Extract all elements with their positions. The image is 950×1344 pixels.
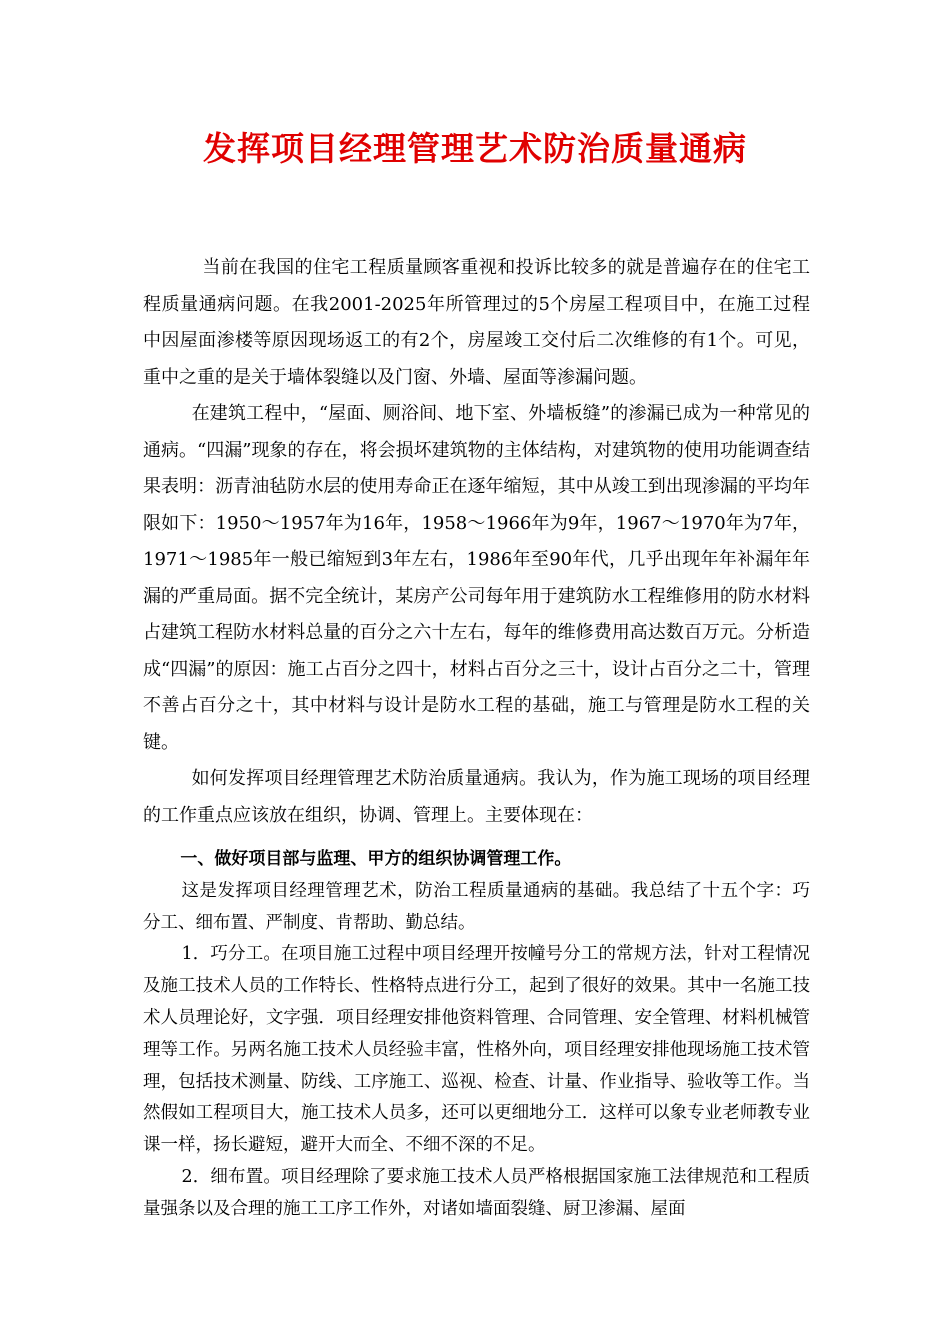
intro-section (143, 250, 810, 834)
section-heading: 一、做好项目部与监理、甲方的组织协调管理工作。 (180, 849, 572, 869)
intro-paragraph-1: 当前在我国的住宅工程质量顾客重视和投诉比较多的就是普遍存在的住宅工程质量通病问题。在我2001-2025年所管理过的5个房屋工程项目中，在施工过程中因屋面渗楼等原因现场返工的有2个，房屋竣工交付后二次维修的有1个。可见，重中之重的是关于墙体裂缝以及门窗、外墙、屋面等渗漏问题。 (143, 257, 810, 388)
section-paragraph-2: 1．巧分工。在项目施工过程中项目经理开按幢号分工的常规方法，针对工程情况及施工技术人员的工作特长、性格特点进行分工，起到了很好的效果。其中一名施工技术人员理论好，文字强．项目经理安排他资料管理、合同管理、安全管理、材料机械管理等工作。另两名施工技术人员经验丰富，性格外向，项目经理安排他现场施工技术管理，包括技术测量、防线、工序施工、巡视、检查、计量、作业指导、验收等工作。当然假如工程项目大，施工技术人员多，还可以更细地分工．这样可以象专业老师教专业课一样，扬长避短，避开大而全、不细不深的不足。 (143, 944, 810, 1156)
intro-paragraph-2: 在建筑工程中，“屋面、厕浴间、地下室、外墙板缝”的渗漏已成为一种常见的通病。“四漏”现象的存在，将会损坏建筑物的主体结构，对建筑物的使用功能调查结果表明：沥青油毡防水层的使用寿命正在逐年缩短，其中从竣工到出现渗漏的平均年限如下：1950～1957年为16年，1958～1966年为9年，1967～1970年为7年，1971～1985年一般已缩短到3年左右，1986年至90年代，几乎出现年年补漏年年漏的严重局面。据不完全统计，某房产公司每年用于建筑防水工程维修用的防水材料占建筑工程防水材料总量的百分之六十左右，每年的维修费用高达数百万元。分析造成“四漏”的原因：施工占百分之四十，材料占百分之三十，设计占百分之二十，管理不善占百分之十，其中材料与设计是防水工程的基础，施工与管理是防水工程的关键。 (143, 403, 810, 753)
intro-paragraph-3: 如何发挥项目经理管理艺术防治质量通病。我认为，作为施工现场的项目经理的工作重点应该放在组织，协调、管理上。主要体现在： (143, 768, 810, 826)
section-paragraph-3: 2．细布置。项目经理除了要求施工技术人员严格根据国家施工法律规范和工程质量强条以及合理的施工工序工作外，对诸如墙面裂缝、厨卫渗漏、屋面 (143, 1166, 810, 1219)
document-title: 发挥项目经理管理艺术防治质量通病 (203, 129, 747, 168)
section-paragraph-1: 这是发挥项目经理管理艺术，防治工程质量通病的基础。我总结了十五个字：巧分工、细布置、严制度、肯帮助、勤总结。 (143, 880, 810, 933)
section-one (143, 844, 810, 1226)
